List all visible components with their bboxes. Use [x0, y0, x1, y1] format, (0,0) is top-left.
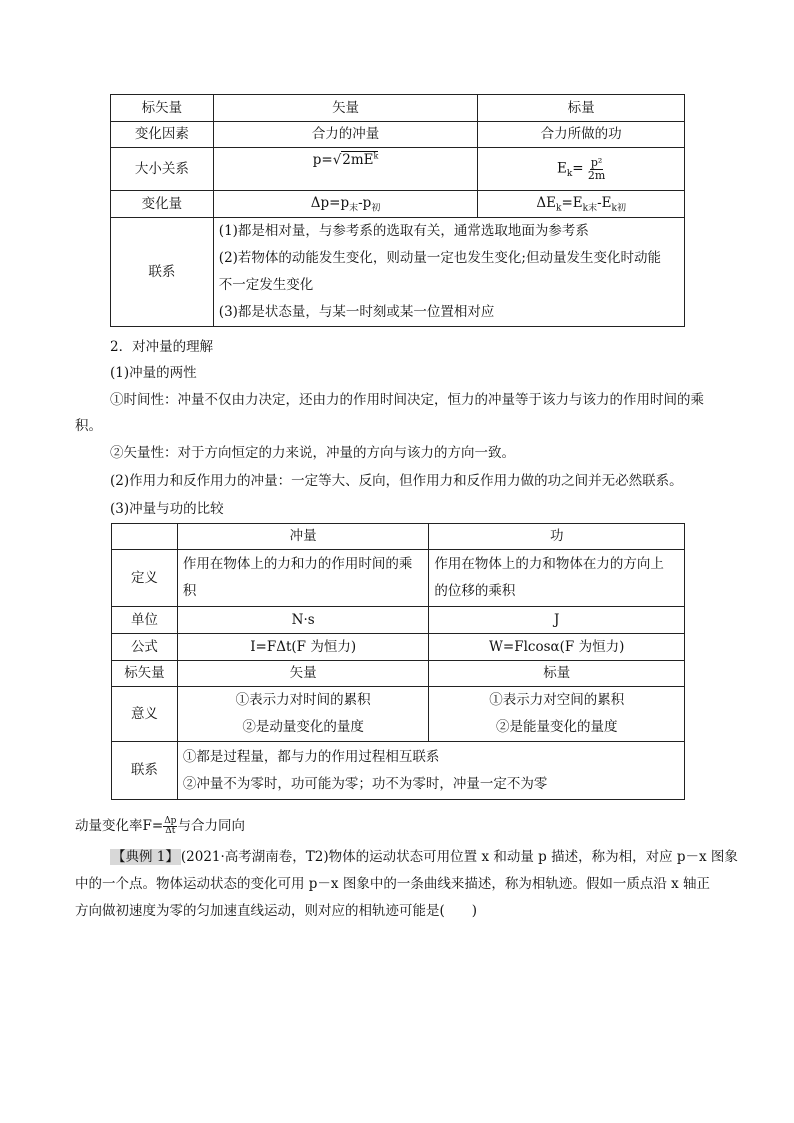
- fraction: $\frac{\Delta p}{\Delta t}$: [164, 815, 177, 836]
- table-cell: 公式: [112, 634, 178, 661]
- paragraph: ①时间性：冲量不仅由力决定，还由力的作用时间决定，恒力的冲量等于该力与该力的作用时间的乘: [110, 392, 704, 408]
- table-cell: ①表示力对空间的累积 ②是能量变化的量度: [429, 687, 685, 742]
- energy-change-formula: $\Delta E_k=E_{k末}-E_{k初}$: [478, 191, 685, 218]
- table-row: [112, 687, 685, 742]
- fraction: $\frac{\text{p²}}{2m}$: [587, 155, 606, 182]
- impulse-work-table: [111, 523, 685, 800]
- subsection-heading: (3)冲量与功的比较: [110, 501, 224, 517]
- subsection-heading: (1)冲量的两性: [110, 365, 197, 381]
- table-cell: 联系: [112, 742, 178, 800]
- table-cell: I=FΔt(F 为恒力): [177, 634, 429, 661]
- paragraph: ②矢量性：对于方向恒定的力来说，冲量的方向与该力的方向一致。: [110, 445, 515, 461]
- table-cell: 合力的冲量: [213, 122, 478, 148]
- table-row: [112, 524, 685, 550]
- table-row: [112, 742, 685, 800]
- momentum-rate-line: 动量变化率F= $\frac{\Delta p}{\Delta t}$ 与合力同向: [75, 815, 245, 836]
- table-row: [111, 148, 685, 191]
- sqrt-icon: √: [332, 152, 342, 168]
- paragraph: (2)作用力和反作用力的冲量：一定等大、反向，但作用力和反作用力做的功之间并无必然联系。: [110, 473, 683, 489]
- table-cell: 作用在物体上的力和物体在力的方向上 的位移的乘积: [429, 550, 685, 607]
- table-cell: W=Flcosα(F 为恒力): [429, 634, 685, 661]
- momentum-change-formula: $\Delta p=p_末-p_初$: [213, 191, 478, 218]
- table-cell: 功: [429, 524, 685, 550]
- table-cell: 变化量: [111, 191, 214, 218]
- paragraph: 积。: [75, 418, 102, 434]
- table-cell: 标矢量: [111, 95, 214, 122]
- table-cell: ①表示力对时间的累积 ②是动量变化的量度: [177, 687, 429, 742]
- table-row: [112, 607, 685, 634]
- table-cell: 矢量: [177, 661, 429, 687]
- example-tag: 【典例 1】: [112, 849, 179, 865]
- table-cell: 大小关系: [111, 148, 214, 191]
- section-title: 2．对冲量的理解: [110, 339, 214, 355]
- table-row: [112, 634, 685, 661]
- table-cell: 联系: [111, 218, 214, 327]
- relation-cell: ①都是过程量，都与力的作用过程相互联系 ②冲量不为零时，功可能为零；功不为零时，冲量一定不为零: [177, 742, 684, 800]
- table-row: [111, 122, 685, 148]
- table-cell: 标量: [429, 661, 685, 687]
- example-line: 中的一个点。物体运动状态的变化可用 p－x 图象中的一条曲线来描述，称为相轨迹。假如一质点沿 x 轴正: [75, 876, 711, 892]
- momentum-energy-table: [110, 94, 685, 327]
- table-row: [111, 218, 685, 327]
- table-cell: J: [429, 607, 685, 634]
- table-cell: 定义: [112, 550, 178, 607]
- table-cell: 变化因素: [111, 122, 214, 148]
- table-cell: [112, 524, 178, 550]
- table-cell: 作用在物体上的力和力的作用时间的乘 积: [177, 550, 429, 607]
- table-cell: 标量: [478, 95, 685, 122]
- table-cell: 合力所做的功: [478, 122, 685, 148]
- table-cell: 矢量: [213, 95, 478, 122]
- table-row: [112, 661, 685, 687]
- table-cell: 冲量: [177, 524, 429, 550]
- table-row: [111, 191, 685, 218]
- energy-size-formula: $E_k=$ $\frac{\text{p²}}{2m}$: [478, 148, 685, 191]
- table-row: [112, 550, 685, 607]
- table-cell: 标矢量: [112, 661, 178, 687]
- table-cell: N·s: [177, 607, 429, 634]
- momentum-size-formula: $p=√2mE^k$: [213, 148, 478, 191]
- table-cell: 单位: [112, 607, 178, 634]
- table-row: [111, 95, 685, 122]
- table-cell: 意义: [112, 687, 178, 742]
- example-line: 【典例 1】 (2021·高考湖南卷，T2)物体的运动状态可用位置 x 和动量 p 描述，称为相，对应 p－x 图象: [112, 849, 738, 865]
- example-line: 方向做初速度为零的匀加速直线运动，则对应的相轨迹可能是( ): [75, 903, 478, 919]
- relation-cell: (1)都是相对量，与参考系的选取有关，通常选取地面为参考系 (2)若物体的动能发生变化，则动量一定也发生变化;但动量发生变化时动能 不一定发生变化 (3)都是状态量，与某一时刻或某一位置相对应: [213, 218, 684, 327]
